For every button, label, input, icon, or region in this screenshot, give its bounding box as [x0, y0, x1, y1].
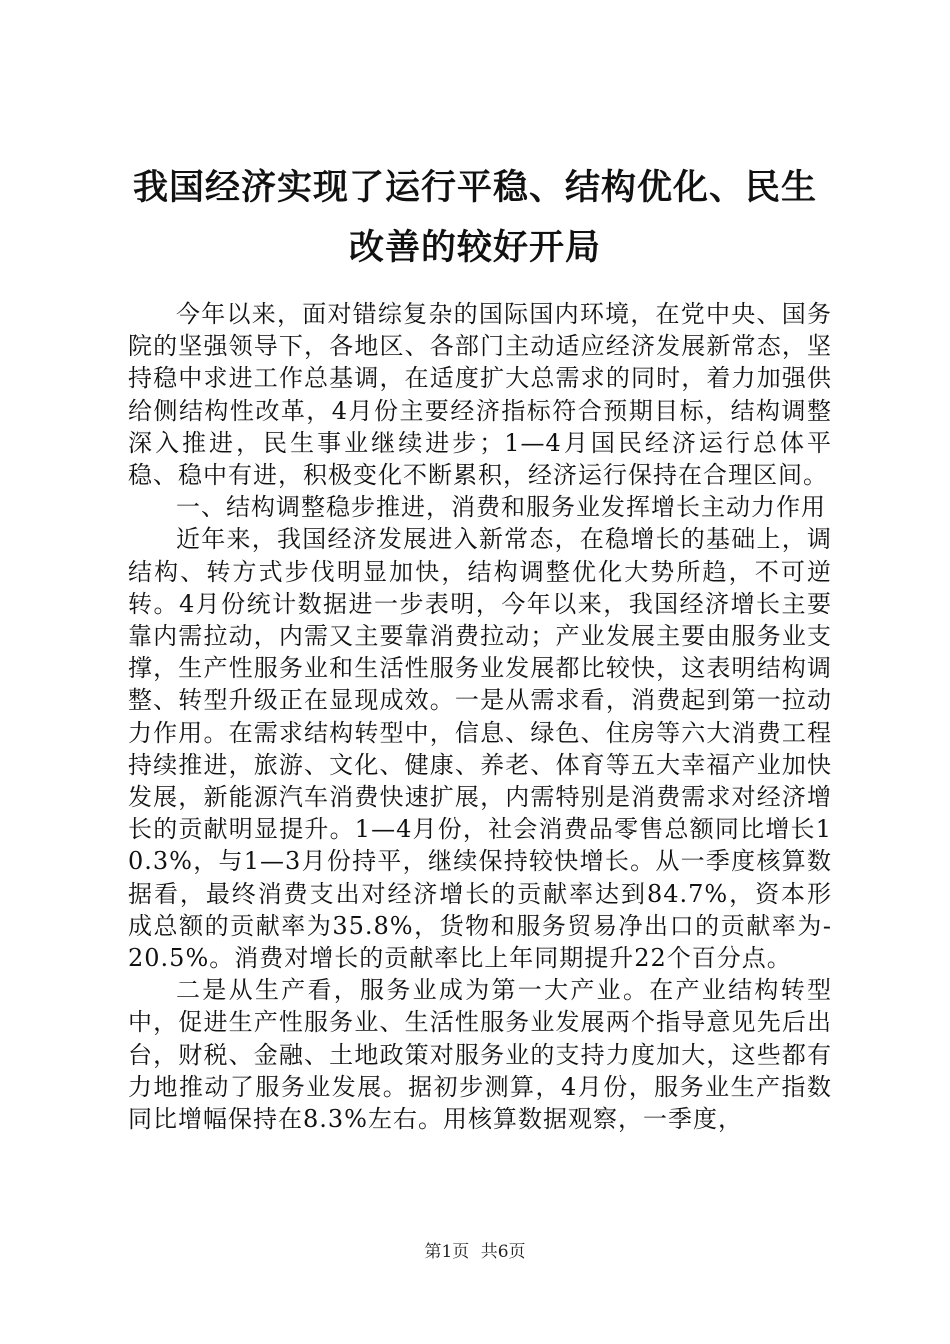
page-footer [0, 1240, 950, 1264]
document-title: 我国经济实现了运行平稳、结构优化、民生改善的较好开局 [132, 167, 817, 268]
page-total: 共6页 [480, 1242, 526, 1262]
page-number: 第1页 [424, 1242, 470, 1262]
paragraph-intro: 今年以来，面对错综复杂的国际国内环境，在党中央、国务院的坚强领导下，各地区、各部门主动适应经济发展新常态，坚持稳中求进工作总基调，在适度扩大总需求的同时，着力加强供给侧结构性改革，4月份主要经济指标符合预期目标，结构调整深入推进，民生事业继续进步；1—4月国民经济运行总体平稳、稳中有进，积极变化不断累积，经济运行保持在合理区间。 [128, 300, 832, 490]
section-heading-1: 一、结构调整稳步推进，消费和服务业发挥增长主动力作用 [176, 493, 826, 522]
paragraph-services: 二是从生产看，服务业成为第一大产业。在产业结构转型中，促进生产性服务业、生活性服务业发展两个指导意见先后出台，财税、金融、土地政策对服务业的支持力度加大，这些都有力地推动了服务业发展。据初步测算，4月份，服务业生产指数同比增幅保持在8.3%左右。用核算数据观察，一季度， [128, 976, 832, 1134]
document-body [128, 298, 832, 1135]
paragraph-consumption: 近年来，我国经济发展进入新常态，在稳增长的基础上，调结构、转方式步伐明显加快，结构调整优化大势所趋，不可逆转。4月份统计数据进一步表明，今年以来，我国经济增长主要靠内需拉动，内需又主要靠消费拉动；产业发展主要由服务业支撑，生产性服务业和生活性服务业发展都比较快，这表明结构调整、转型升级正在显现成效。一是从需求看，消费起到第一拉动力作用。在需求结构转型中，信息、绿色、住房等六大消费工程持续推进，旅游、文化、健康、养老、体育等五大幸福产业加快发展，新能源汽车消费快速扩展，内需特别是消费需求对经济增长的贡献明显提升。1—4月份，社会消费品零售总额同比增长10.3%，与1—3月份持平，继续保持较快增长。从一季度核算数据看，最终消费支出对经济增长的贡献率达到84.7%，资本形成总额的贡献率为35.8%，货物和服务贸易净出口的贡献率为-20.5%。消费对增长的贡献率比上年同期提升22个百分点。 [128, 525, 832, 973]
